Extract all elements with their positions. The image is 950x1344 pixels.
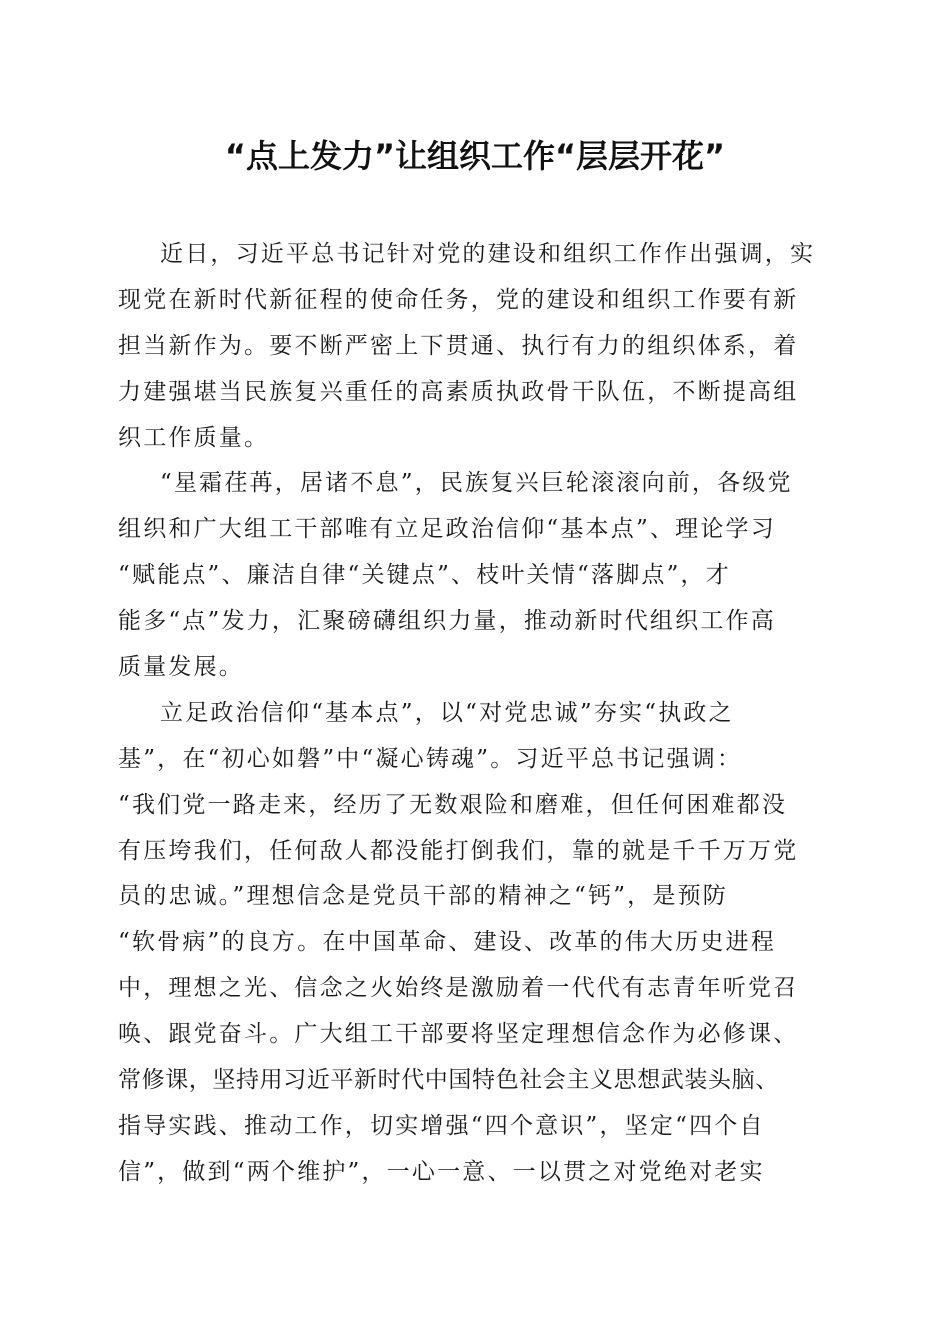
text-line: 有压垮我们，任何敌人都没能打倒我们，靠的就是千千万万党 (118, 837, 799, 864)
text-line: “软骨病”的良方。在中国革命、建设、改革的伟大历史进程 (118, 929, 776, 956)
text-line: 立足政治信仰“基本点”，以“对党忠诚”夯实“执政之 (160, 699, 734, 726)
text-line: 常修课，坚持用习近平新时代中国特色社会主义思想武装头脑、 (118, 1067, 779, 1094)
text-line: 信”，做到“两个维护”，一心一意、一以贯之对党绝对老实 (118, 1158, 765, 1185)
text-line: 织工作质量。 (118, 424, 270, 451)
document-title: “点上发力”让组织工作“层层开花” (224, 137, 726, 175)
text-line: 中，理想之光、信念之火始终是激励着一代代有志青年听党召 (118, 975, 799, 1002)
text-line: “星霜荏苒，居诸不息”，民族复兴巨轮滚滚向前，各级党 (160, 470, 793, 497)
text-line: 组织和广大组工干部唯有立足政治信仰“基本点”、理论学习 (118, 516, 776, 543)
document-body (118, 232, 838, 1196)
text-line: “我们党一路走来，经历了无数艰险和磨难，但任何困难都没 (118, 791, 788, 818)
text-line: 担当新作为。要不断严密上下贯通、执行有力的组织体系，着 (118, 332, 799, 359)
text-line: 能多“点”发力，汇聚磅礴组织力量，推动新时代组织工作高 (118, 608, 776, 635)
text-line: 质量发展。 (118, 654, 244, 681)
text-line: 现党在新时代新征程的使命任务，党的建设和组织工作要有新 (118, 286, 799, 313)
text-line: 员的忠诚。”理想信念是党员干部的精神之“钙”，是预防 (118, 883, 728, 910)
text-line: “赋能点”、廉洁自律“关键点”、枝叶关情“落脚点”，才 (118, 562, 731, 589)
text-line: 力建强堪当民族复兴重任的高素质执政骨干队伍，不断提高组 (118, 378, 799, 405)
text-line: 基”，在“初心如磐”中“凝心铸魂”。习近平总书记强调： (118, 745, 743, 772)
text-line: 唤、跟党奋斗。广大组工干部要将坚定理想信念作为必修课、 (118, 1021, 799, 1048)
text-line: 指导实践、推动工作，切实增强“四个意识”，坚定“四个自 (118, 1112, 765, 1139)
text-line: 近日，习近平总书记针对党的建设和组织工作作出强调，实 (160, 241, 816, 267)
